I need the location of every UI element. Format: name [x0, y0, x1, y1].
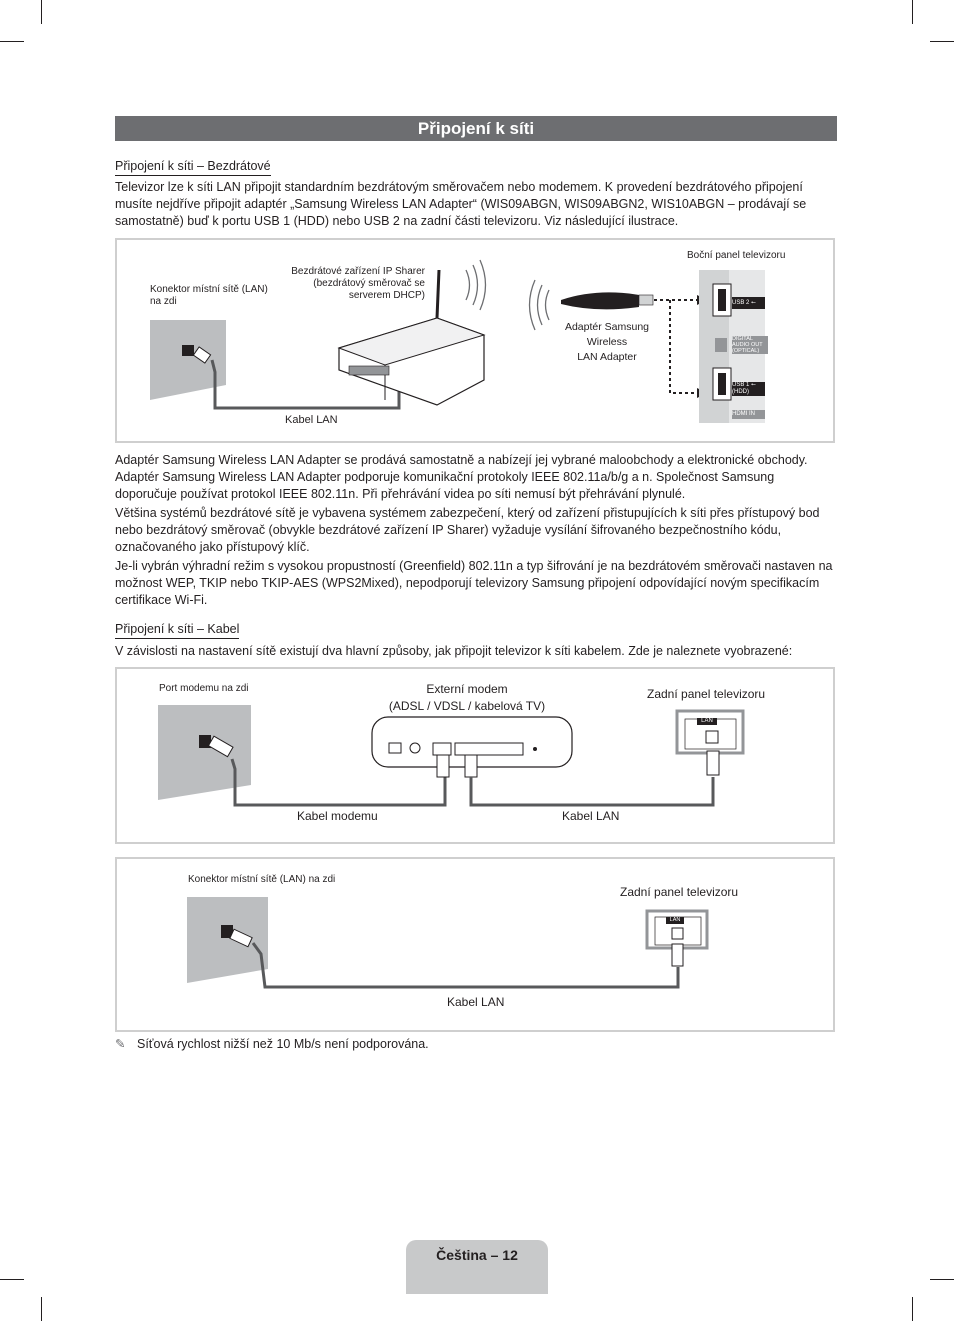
pencil-note-icon: ✎	[115, 1037, 126, 1051]
crop-mark	[41, 1297, 42, 1321]
page-title: Připojení k síti	[115, 116, 837, 141]
note-text: Síťová rychlost nižší než 10 Mb/s není podporována.	[137, 1037, 429, 1051]
crop-mark	[41, 0, 42, 24]
cable-heading: Připojení k síti – Kabel	[115, 621, 239, 639]
tv-rear-panel-label: Zadní panel televizoru	[647, 687, 766, 701]
speed-note	[115, 1036, 429, 1053]
wall-connector-label: Konektor místní sítě (LAN) na zdi	[150, 284, 268, 307]
modem-type-label: (ADSL / VDSL / kabelová TV)	[388, 699, 546, 713]
tv-rear-panel-label: Zadní panel televizoru	[620, 885, 739, 899]
lan-cable-label: Kabel LAN	[447, 995, 505, 1009]
wireless-heading: Připojení k síti – Bezdrátové	[115, 158, 271, 176]
crop-mark	[930, 41, 954, 42]
digital-audio-label: DIGITAL AUDIO OUT (OPTICAL)	[732, 336, 768, 354]
wireless-paragraph: Je-li vybrán výhradní režim s vysokou propustností (Greenfield) 802.11n a typ šifrování je na bezdrátovém směrovači nastaven na možnost WEP, TKIP nebo TKIP-AES (WPS2Mixed), nepodporují televizory Samsung připojení odpovídající novým specifikacím certifikace Wi-Fi.	[115, 559, 833, 607]
lan-port-label: LAN	[666, 917, 684, 924]
adapter-label-2: LAN Adapter	[577, 351, 637, 363]
lan-cable-label: Kabel LAN	[562, 809, 620, 823]
wireless-diagram	[115, 238, 835, 443]
adapter-label: Adaptér Samsung Wireless	[564, 321, 650, 348]
lan-diagram	[115, 857, 835, 1032]
crop-mark	[912, 0, 913, 24]
crop-mark	[930, 1279, 954, 1280]
crop-mark	[0, 41, 24, 42]
crop-mark	[912, 1297, 913, 1321]
usb2-port-label: USB 2 ⭠	[732, 297, 765, 309]
wall-connector-label: Konektor místní sítě (LAN) na zdi	[188, 874, 336, 885]
wall-port-label: Port modemu na zdi	[159, 683, 249, 694]
tv-side-panel-label: Boční panel televizoru	[687, 250, 786, 261]
modem-label: Externí modem	[426, 682, 508, 696]
wireless-paragraph: Adaptér Samsung Wireless LAN Adapter se prodává samostatně a nabízejí jej vybrané maloobchody a elektronické obchody. Adaptér Samsung Wireless LAN Adapter podporuje komunikační protokoly IEEE 802.11a/b/g a n. Společnost Samsung doporučuje používat protokol IEEE 802.11n. Při přehrávání videa po síti nemusí být přehrávání plynulé.	[115, 453, 808, 501]
usb1-port-label: USB 1 ⭠ (HDD)	[732, 382, 765, 396]
crop-mark	[0, 1279, 24, 1280]
cable-intro: V závislosti na nastavení sítě existují dva hlavní způsoby, jak připojit televizor k síti kabelem. Zde je naleznete vyobrazené:	[115, 644, 793, 658]
hdmi-port-label: HDMI IN	[732, 410, 765, 419]
lan-cable-label: Kabel LAN	[285, 414, 338, 426]
wireless-intro: Televizor lze k síti LAN připojit standardním bezdrátovým směrovačem nebo modemem. K provedení bezdrátového připojení musíte nejdříve připojit adaptér „Samsung Wireless LAN Adapter“ (WIS09ABGN, WIS09ABGN2, WIS10ABGN – prodávají se samostatně) buď k portu USB 1 (HDD) nebo USB 2 na zadní části televizoru. Viz následující ilustrace.	[115, 180, 807, 228]
wireless-paragraph: Většina systémů bezdrátové sítě je vybavena systémem zabezpečení, který od zařízení přistupujících k síti přes přístupový bod nebo bezdrátový směrovač (obvykle bezdrátové zařízení IP Sharer) vyžaduje vysílání šifrovaného bezpečnostního kódu, označovaného jako přístupový klíč.	[115, 506, 820, 554]
modem-diagram	[115, 667, 835, 844]
router-label: Bezdrátové zařízení IP Sharer (bezdrátový směrovač se serverem DHCP)	[291, 266, 425, 301]
page-number-tab	[406, 1240, 548, 1294]
modem-cable-label: Kabel modemu	[297, 809, 378, 823]
lan-port-label: LAN	[697, 718, 717, 725]
page-label: Čeština – 12	[436, 1247, 518, 1263]
